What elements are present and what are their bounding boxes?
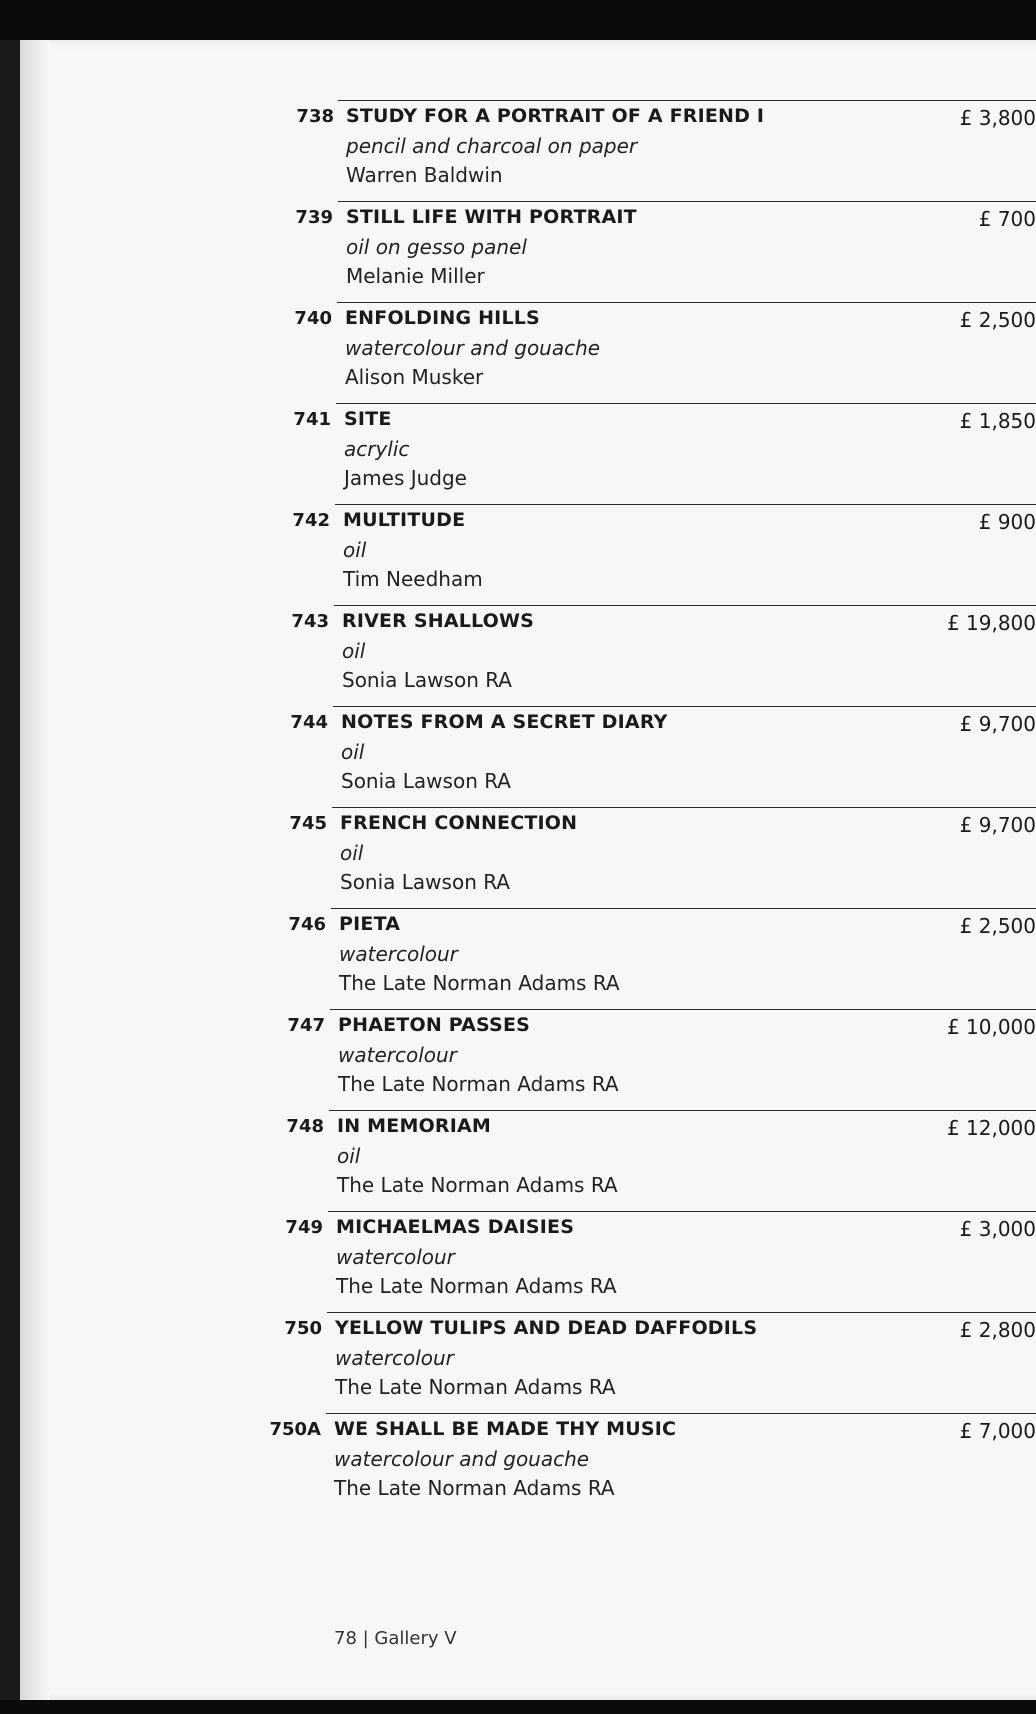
lot-number: 740	[294, 308, 332, 329]
list-item	[20, 201, 1036, 302]
lot-number: 742	[292, 510, 330, 531]
divider	[330, 1009, 1036, 1010]
list-item	[20, 605, 1036, 706]
lot-number: 744	[290, 712, 328, 733]
lot-number: 748	[286, 1116, 324, 1137]
artist-name: Tim Needham	[343, 567, 483, 591]
artwork-title: YELLOW TULIPS AND DEAD DAFFODILS	[335, 1317, 758, 1339]
lot-number: 750A	[269, 1419, 321, 1440]
artist-name: Sonia Lawson RA	[341, 769, 511, 793]
artwork-medium: watercolour	[338, 1043, 457, 1067]
list-item	[20, 504, 1036, 605]
divider	[328, 1211, 1036, 1212]
list-item	[20, 807, 1036, 908]
artist-name: Warren Baldwin	[346, 163, 503, 187]
artwork-title: STILL LIFE WITH PORTRAIT	[346, 206, 637, 228]
artwork-title: SITE	[344, 408, 392, 430]
price: £ 2,500	[959, 914, 1036, 938]
price: £ 9,700	[959, 712, 1036, 736]
artwork-title: WE SHALL BE MADE THY MUSIC	[334, 1418, 677, 1440]
list-item	[20, 302, 1036, 403]
artwork-title: IN MEMORIAM	[337, 1115, 492, 1137]
list-item	[20, 403, 1036, 504]
list-item	[20, 908, 1036, 1009]
catalogue-page	[20, 40, 1036, 1700]
list-item	[20, 706, 1036, 807]
divider	[332, 807, 1036, 808]
artwork-medium: oil	[341, 740, 365, 764]
artist-name: James Judge	[344, 466, 467, 490]
divider	[326, 1413, 1036, 1414]
artist-name: The Late Norman Adams RA	[338, 1072, 619, 1096]
artist-name: The Late Norman Adams RA	[334, 1476, 615, 1500]
price: £ 19,800	[946, 611, 1036, 635]
lot-number: 746	[288, 914, 326, 935]
artist-name: Sonia Lawson RA	[340, 870, 510, 894]
price: £ 10,000	[946, 1015, 1036, 1039]
artist-name: Sonia Lawson RA	[342, 668, 512, 692]
artwork-medium: oil on gesso panel	[346, 235, 527, 259]
list-item	[20, 1312, 1036, 1413]
lot-number: 747	[287, 1015, 325, 1036]
lot-number: 750	[284, 1318, 322, 1339]
artist-name: The Late Norman Adams RA	[335, 1375, 616, 1399]
page-footer: 78 | Gallery V	[334, 1628, 457, 1649]
lot-number: 739	[295, 207, 333, 228]
artwork-medium: watercolour and gouache	[334, 1447, 590, 1471]
divider	[331, 908, 1036, 909]
price: £ 1,850	[959, 409, 1036, 433]
artwork-title: RIVER SHALLOWS	[342, 610, 535, 632]
list-item	[20, 1413, 1036, 1514]
artwork-medium: oil	[337, 1144, 361, 1168]
artwork-title: ENFOLDING HILLS	[345, 307, 540, 329]
artwork-medium: watercolour	[339, 942, 458, 966]
price: £ 12,000	[946, 1116, 1036, 1140]
price: £ 3,800	[959, 106, 1036, 130]
lot-number: 738	[296, 106, 334, 127]
artwork-title: PIETA	[339, 913, 401, 935]
artwork-medium: oil	[342, 639, 366, 663]
artwork-title: PHAETON PASSES	[338, 1014, 531, 1036]
book-spine-shadow	[0, 40, 20, 1700]
divider	[329, 1110, 1036, 1111]
artwork-medium: watercolour	[335, 1346, 454, 1370]
artist-name: The Late Norman Adams RA	[339, 971, 620, 995]
artwork-title: STUDY FOR A PORTRAIT OF A FRIEND I	[346, 105, 765, 127]
price: £ 9,700	[959, 813, 1036, 837]
divider	[338, 100, 1036, 101]
list-item	[20, 1211, 1036, 1312]
artist-name: Alison Musker	[345, 365, 484, 389]
artwork-medium: acrylic	[344, 437, 410, 461]
list-item	[20, 100, 1036, 201]
lot-number: 743	[291, 611, 329, 632]
artwork-title: MULTITUDE	[343, 509, 466, 531]
divider	[338, 201, 1036, 202]
artwork-medium: oil	[343, 538, 367, 562]
price: £ 700	[978, 207, 1036, 231]
artist-name: Melanie Miller	[346, 264, 485, 288]
price: £ 900	[978, 510, 1036, 534]
lot-number: 741	[293, 409, 331, 430]
artwork-title: FRENCH CONNECTION	[340, 812, 578, 834]
list-item	[20, 1110, 1036, 1211]
lot-number: 749	[285, 1217, 323, 1238]
artwork-title: MICHAELMAS DAISIES	[336, 1216, 575, 1238]
list-item	[20, 1009, 1036, 1110]
divider	[335, 504, 1036, 505]
divider	[336, 403, 1036, 404]
lot-number: 745	[289, 813, 327, 834]
divider	[334, 605, 1036, 606]
price: £ 2,500	[959, 308, 1036, 332]
artwork-medium: oil	[340, 841, 364, 865]
artwork-medium: watercolour	[336, 1245, 455, 1269]
artwork-medium: pencil and charcoal on paper	[346, 134, 638, 158]
artwork-medium: watercolour and gouache	[345, 336, 601, 360]
divider	[327, 1312, 1036, 1313]
price: £ 2,800	[959, 1318, 1036, 1342]
artist-name: The Late Norman Adams RA	[336, 1274, 617, 1298]
artist-name: The Late Norman Adams RA	[337, 1173, 618, 1197]
price: £ 3,000	[959, 1217, 1036, 1241]
divider	[337, 302, 1036, 303]
divider	[333, 706, 1036, 707]
artwork-title: NOTES FROM A SECRET DIARY	[341, 711, 668, 733]
price: £ 7,000	[959, 1419, 1036, 1443]
